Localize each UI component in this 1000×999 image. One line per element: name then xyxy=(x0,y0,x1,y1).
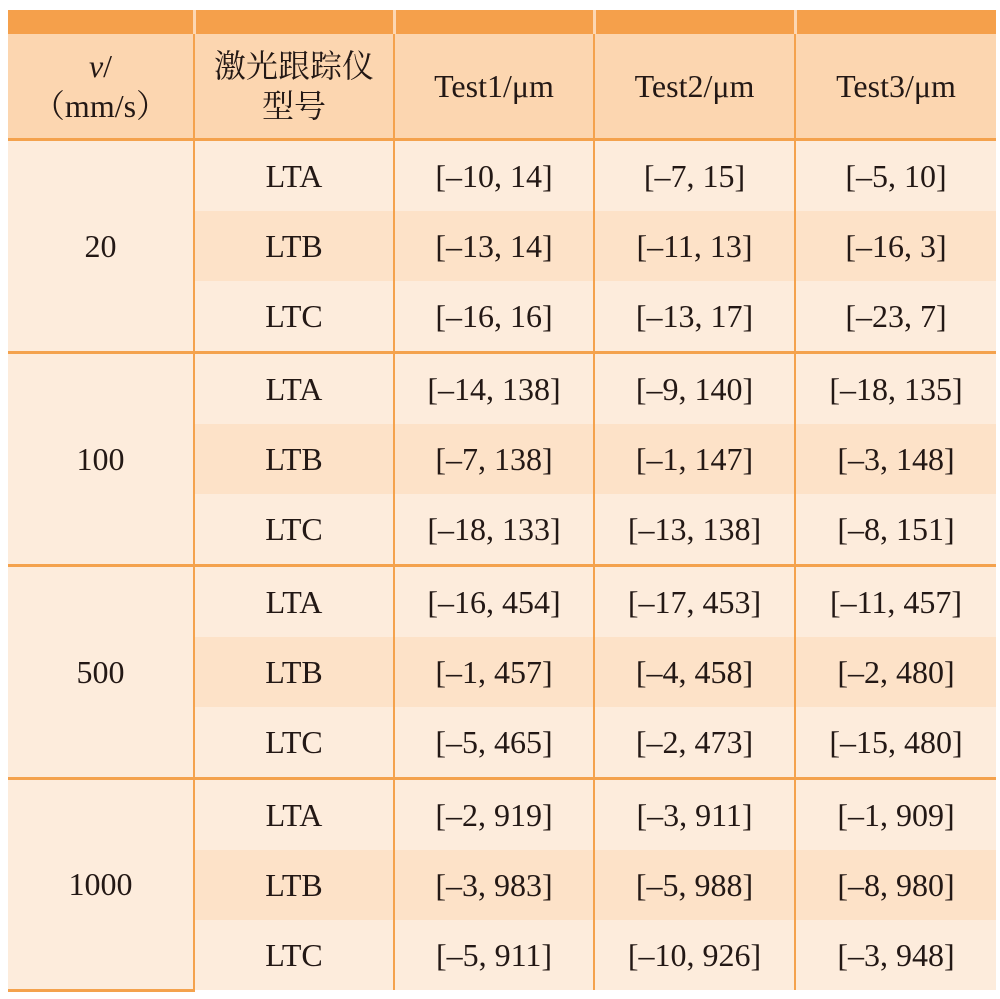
header-model xyxy=(194,34,394,140)
header-test2: Test2/μm xyxy=(594,34,795,140)
test1-cell: [–1, 457] xyxy=(394,637,594,707)
table-row xyxy=(8,566,996,638)
top-bar-segment xyxy=(594,10,795,34)
model-label-line1: 激光跟踪仪 xyxy=(213,48,374,84)
speed-symbol: v xyxy=(88,48,104,84)
model-cell: LTB xyxy=(194,424,394,494)
test1-cell: [–5, 465] xyxy=(394,707,594,779)
test2-cell: [–13, 17] xyxy=(594,281,795,353)
model-label-line2: 型号 xyxy=(261,88,326,124)
speed-unit: （mm/s） xyxy=(32,88,169,124)
model-cell: LTA xyxy=(194,140,394,212)
test2-cell: [–17, 453] xyxy=(594,566,795,638)
model-cell: LTC xyxy=(194,920,394,990)
speed-cell: 1000 xyxy=(8,779,194,991)
model-cell: LTC xyxy=(194,281,394,353)
test1-cell: [–16, 454] xyxy=(394,566,594,638)
test3-cell: [–15, 480] xyxy=(795,707,996,779)
test1-cell: [–13, 14] xyxy=(394,211,594,281)
model-cell: LTA xyxy=(194,779,394,851)
header-speed xyxy=(8,34,194,140)
model-cell: LTC xyxy=(194,494,394,566)
table-top-bar xyxy=(8,10,996,34)
test3-cell: [–8, 980] xyxy=(795,850,996,920)
test2-cell: [–4, 458] xyxy=(594,637,795,707)
table-row xyxy=(8,353,996,425)
test3-cell: [–8, 151] xyxy=(795,494,996,566)
model-cell: LTA xyxy=(194,566,394,638)
test3-cell: [–11, 457] xyxy=(795,566,996,638)
top-bar-segment xyxy=(795,10,996,34)
test1-cell: [–3, 983] xyxy=(394,850,594,920)
table-row xyxy=(8,140,996,212)
test2-cell: [–3, 911] xyxy=(594,779,795,851)
test2-cell: [–1, 147] xyxy=(594,424,795,494)
test1-cell: [–18, 133] xyxy=(394,494,594,566)
speed-cell: 20 xyxy=(8,140,194,353)
top-bar-segment xyxy=(8,10,194,34)
table-row xyxy=(8,779,996,851)
model-cell: LTB xyxy=(194,850,394,920)
speed-cell: 500 xyxy=(8,566,194,779)
test3-cell: [–3, 948] xyxy=(795,920,996,990)
test1-cell: [–2, 919] xyxy=(394,779,594,851)
test1-cell: [–10, 14] xyxy=(394,140,594,212)
test1-cell: [–14, 138] xyxy=(394,353,594,425)
test2-cell: [–9, 140] xyxy=(594,353,795,425)
test3-cell: [–16, 3] xyxy=(795,211,996,281)
top-bar-segment xyxy=(394,10,594,34)
test2-cell: [–7, 15] xyxy=(594,140,795,212)
header-test1: Test1/μm xyxy=(394,34,594,140)
header-test3: Test3/μm xyxy=(795,34,996,140)
header-row xyxy=(8,34,996,140)
test3-cell: [–23, 7] xyxy=(795,281,996,353)
test1-cell: [–16, 16] xyxy=(394,281,594,353)
test3-cell: [–2, 480] xyxy=(795,637,996,707)
model-cell: LTC xyxy=(194,707,394,779)
test2-cell: [–2, 473] xyxy=(594,707,795,779)
test2-cell: [–10, 926] xyxy=(594,920,795,990)
test3-cell: [–18, 135] xyxy=(795,353,996,425)
test2-cell: [–11, 13] xyxy=(594,211,795,281)
top-bar-segment xyxy=(194,10,394,34)
test1-cell: [–5, 911] xyxy=(394,920,594,990)
test3-cell: [–5, 10] xyxy=(795,140,996,212)
test2-cell: [–5, 988] xyxy=(594,850,795,920)
speed-cell: 100 xyxy=(8,353,194,566)
test1-cell: [–7, 138] xyxy=(394,424,594,494)
model-cell: LTB xyxy=(194,637,394,707)
laser-tracker-test-table xyxy=(8,10,996,992)
test3-cell: [–1, 909] xyxy=(795,779,996,851)
speed-slash: / xyxy=(103,48,113,84)
test3-cell: [–3, 148] xyxy=(795,424,996,494)
test2-cell: [–13, 138] xyxy=(594,494,795,566)
model-cell: LTA xyxy=(194,353,394,425)
model-cell: LTB xyxy=(194,211,394,281)
data-table-container xyxy=(8,10,996,992)
